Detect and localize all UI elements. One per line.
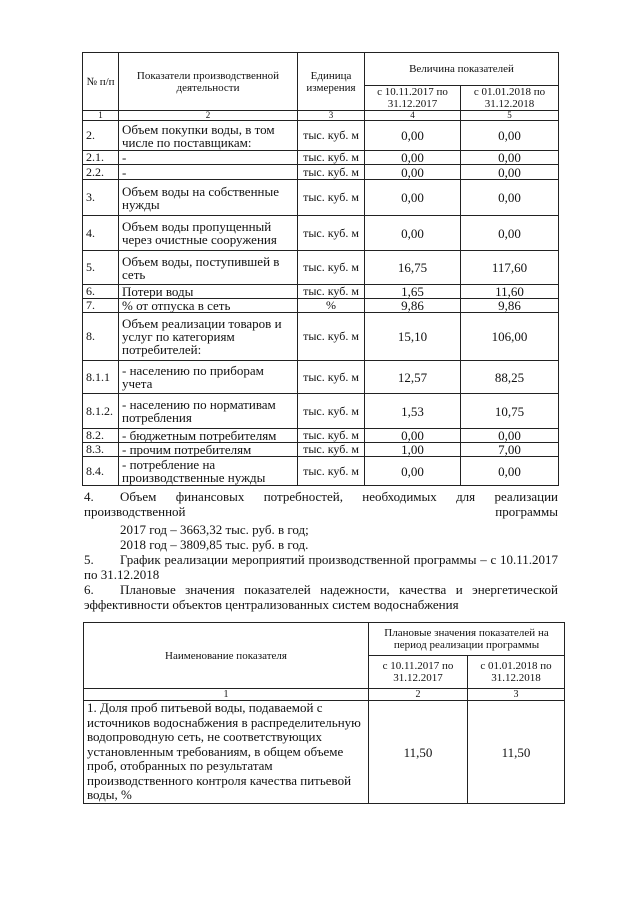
col-number: 4: [365, 111, 461, 121]
row-number: 8.1.2.: [83, 394, 119, 429]
value-period2: 10,75: [461, 394, 559, 429]
indicator-name: - населению по приборам учета: [119, 361, 298, 394]
value-period2: 0,00: [461, 165, 559, 180]
unit: тыс. куб. м: [298, 251, 365, 285]
unit: тыс. куб. м: [298, 429, 365, 443]
indicator-name: - прочим потребителям: [119, 443, 298, 457]
value-period1: 0,00: [365, 457, 461, 486]
row-number: 8.1.1: [83, 361, 119, 394]
unit: тыс. куб. м: [298, 151, 365, 165]
table-row: [83, 151, 559, 165]
table-row: [83, 443, 559, 457]
value-period1: 9,86: [365, 299, 461, 313]
paragraph-number: 4.: [84, 489, 94, 504]
paragraph-5: [84, 552, 558, 582]
header-name: Наименование показателя: [84, 623, 369, 689]
header-name: Показатели производственной деятельности: [119, 53, 298, 111]
value-period1: 0,00: [365, 216, 461, 251]
table-row: [83, 313, 559, 361]
row-number: 6.: [83, 285, 119, 299]
unit: тыс. куб. м: [298, 457, 365, 486]
row-number: 2.1.: [83, 151, 119, 165]
row-number: 2.2.: [83, 165, 119, 180]
value-period1: 0,00: [365, 121, 461, 151]
paragraph-4: [84, 489, 558, 519]
value-period1: 0,00: [365, 151, 461, 165]
header-period2: с 01.01.2018 по 31.12.2018: [461, 86, 559, 111]
value-period2: 0,00: [461, 121, 559, 151]
table-row: [83, 251, 559, 285]
paragraph-text: Плановые значения показателей надежности, качества и энергетической эффективности объектов централизованных систем водоснабжения: [84, 582, 558, 612]
paragraph-number: 6.: [84, 582, 94, 597]
value-period2: 0,00: [461, 429, 559, 443]
table-row: [83, 165, 559, 180]
indicator-name: Объем реализации товаров и услуг по категориям потребителей:: [119, 313, 298, 361]
indicator-name: -: [119, 151, 298, 165]
value-period1: 1,00: [365, 443, 461, 457]
row-number: 8.: [83, 313, 119, 361]
value-period1: 15,10: [365, 313, 461, 361]
indicator-name: Объем покупки воды, в том числе по поставщикам:: [119, 121, 298, 151]
row-number: 5.: [83, 251, 119, 285]
table-row: [83, 121, 559, 151]
paragraph-text: График реализации мероприятий производственной программы – с 10.11.2017 по 31.12.2018: [84, 552, 558, 582]
indicator-name: Объем воды на собственные нужды: [119, 180, 298, 216]
header-period1: с 10.11.2017 по 31.12.2017: [369, 656, 468, 689]
col-number: 1: [84, 689, 369, 701]
indicator-name: Потери воды: [119, 285, 298, 299]
value-period2: 7,00: [461, 443, 559, 457]
row-number: 4.: [83, 216, 119, 251]
col-number: 3: [468, 689, 565, 701]
unit: тыс. куб. м: [298, 394, 365, 429]
col-number: 2: [369, 689, 468, 701]
value-period2: 88,25: [461, 361, 559, 394]
value-period2: 0,00: [461, 180, 559, 216]
paragraph-6: [84, 582, 558, 612]
header-period2: с 01.01.2018 по 31.12.2018: [468, 656, 565, 689]
indicator-name: Объем воды, поступившей в сеть: [119, 251, 298, 285]
unit: %: [298, 299, 365, 313]
finance-2018: 2018 год – 3809,85 тыс. руб. в год.: [120, 537, 309, 552]
value-period2: 106,00: [461, 313, 559, 361]
unit: тыс. куб. м: [298, 313, 365, 361]
finance-2017: 2017 год – 3663,32 тыс. руб. в год;: [120, 522, 309, 537]
header-plan: Плановые значения показателей на период реализации программы: [369, 623, 565, 656]
unit: тыс. куб. м: [298, 361, 365, 394]
indicator-name: % от отпуска в сеть: [119, 299, 298, 313]
value-period1: 11,50: [369, 701, 468, 804]
unit: тыс. куб. м: [298, 180, 365, 216]
value-period1: 0,00: [365, 165, 461, 180]
header-period1: с 10.11.2017 по 31.12.2017: [365, 86, 461, 111]
row-number: 8.4.: [83, 457, 119, 486]
value-period2: 0,00: [461, 216, 559, 251]
unit: тыс. куб. м: [298, 443, 365, 457]
indicator-name: - бюджетным потребителям: [119, 429, 298, 443]
indicator-name: 1. Доля проб питьевой воды, подаваемой с источников водоснабжения в распределительную водопроводную сеть, не соответствующих установленным требованиям, в общем объеме проб, отобранных по результатам производственного контроля качества питьевой воды, %: [84, 701, 369, 804]
value-period2: 0,00: [461, 151, 559, 165]
value-period1: 12,57: [365, 361, 461, 394]
header-unit: Единица измерения: [298, 53, 365, 111]
table-row: [83, 299, 559, 313]
header-value: Величина показателей: [365, 53, 559, 86]
value-period2: 0,00: [461, 457, 559, 486]
production-indicators-table: [82, 52, 559, 486]
value-period1: 1,53: [365, 394, 461, 429]
row-number: 3.: [83, 180, 119, 216]
indicator-name: -: [119, 165, 298, 180]
indicator-name: Объем воды пропущенный через очистные сооружения: [119, 216, 298, 251]
header-num: № п/п: [83, 53, 119, 111]
col-number: 5: [461, 111, 559, 121]
unit: тыс. куб. м: [298, 121, 365, 151]
table-row: [83, 180, 559, 216]
paragraph-text: Объем финансовых потребностей, необходимых для реализации производственной программы: [84, 489, 558, 519]
row-number: 7.: [83, 299, 119, 313]
unit: тыс. куб. м: [298, 285, 365, 299]
table-row: [83, 394, 559, 429]
value-period2: 9,86: [461, 299, 559, 313]
col-number: 3: [298, 111, 365, 121]
table-row: [83, 429, 559, 443]
table-row: [83, 457, 559, 486]
unit: тыс. куб. м: [298, 216, 365, 251]
table-row: [83, 216, 559, 251]
table-row: [83, 285, 559, 299]
row-number: 8.3.: [83, 443, 119, 457]
value-period1: 0,00: [365, 429, 461, 443]
value-period2: 11,60: [461, 285, 559, 299]
paragraph-number: 5.: [84, 552, 94, 567]
col-number: 1: [83, 111, 119, 121]
value-period1: 16,75: [365, 251, 461, 285]
value-period2: 11,50: [468, 701, 565, 804]
indicator-name: - населению по нормативам потребления: [119, 394, 298, 429]
unit: тыс. куб. м: [298, 165, 365, 180]
row-number: 8.2.: [83, 429, 119, 443]
table-row: [83, 361, 559, 394]
indicator-name: - потребление на производственные нужды: [119, 457, 298, 486]
value-period1: 0,00: [365, 180, 461, 216]
row-number: 2.: [83, 121, 119, 151]
value-period2: 117,60: [461, 251, 559, 285]
col-number: 2: [119, 111, 298, 121]
value-period1: 1,65: [365, 285, 461, 299]
reliability-indicators-table: [83, 622, 565, 804]
table-row: [84, 701, 565, 804]
